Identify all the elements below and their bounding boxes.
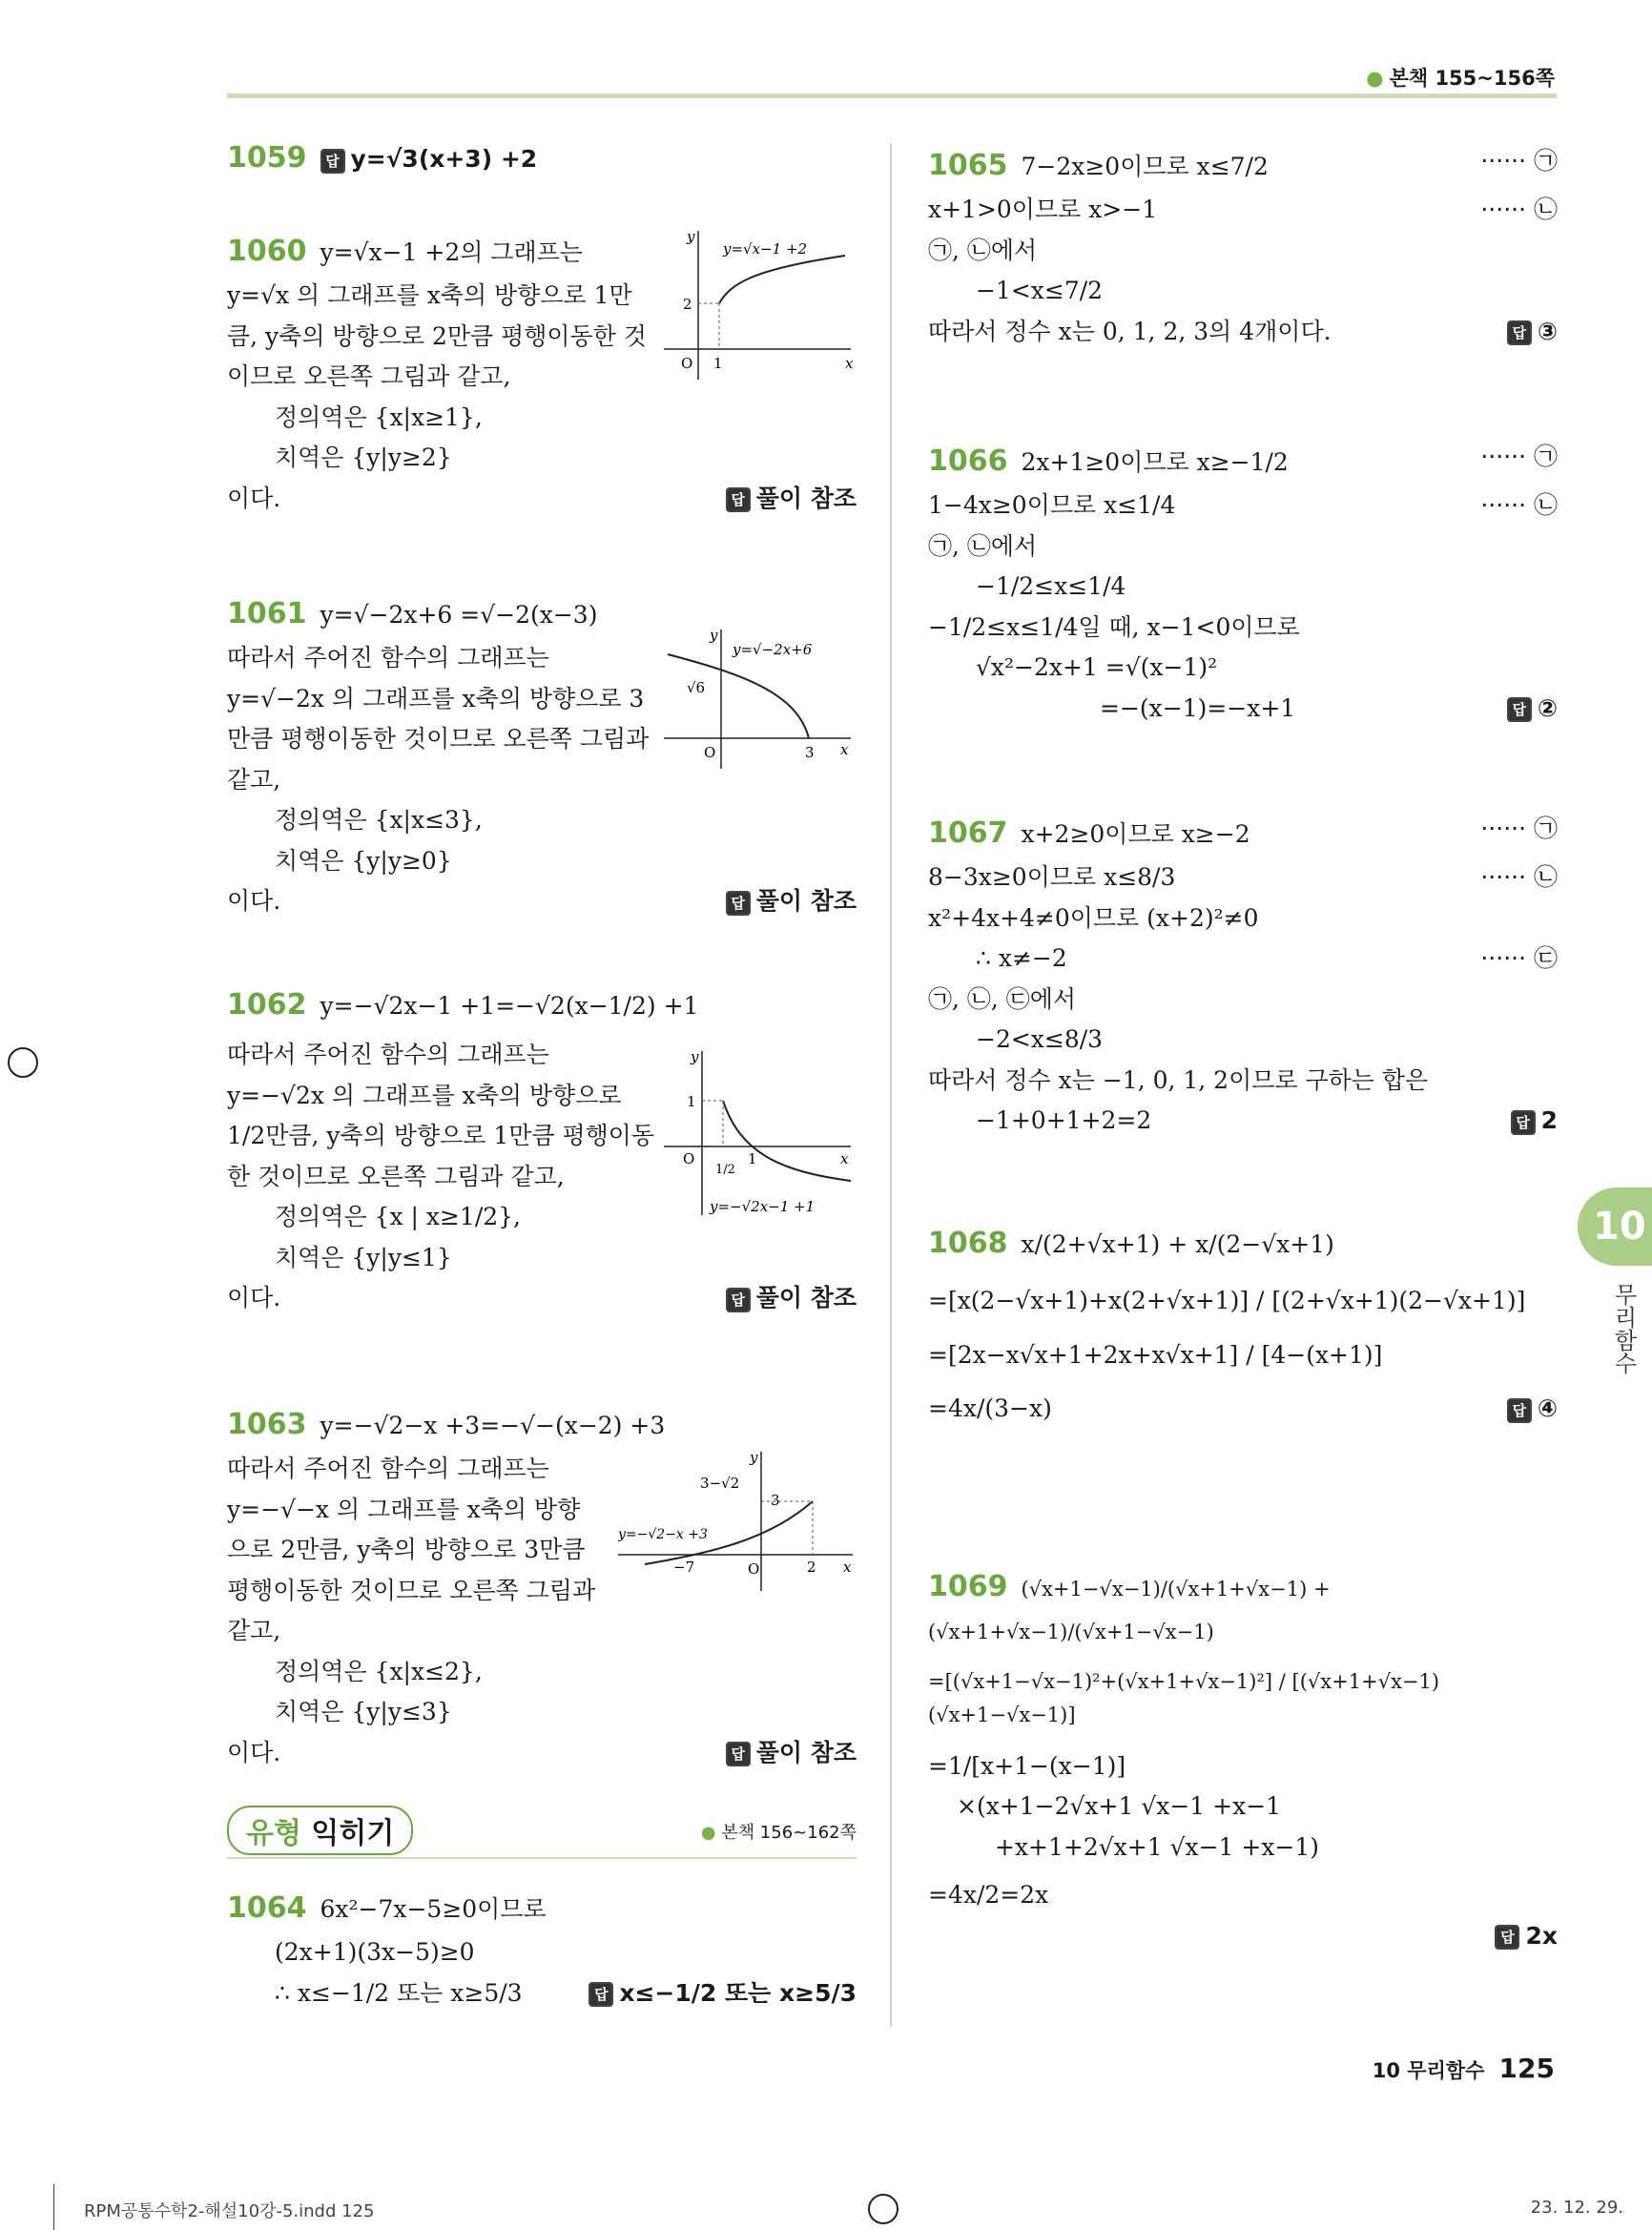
- registration-mark-icon: [868, 2194, 898, 2224]
- svg-text:1: 1: [687, 1093, 696, 1110]
- svg-text:y=−√2−x +3: y=−√2−x +3: [618, 1527, 708, 1542]
- answer: 답 ②: [1507, 689, 1558, 730]
- problem-1068: 1068 x/(2+√x+1) + x/(2−√x+1) =[x(2−√x+1)+x(2+√x+1)] / [(2+√x+1)(2−√x+1)] =[2x−x√x+1+2x+x√x+1] / [4−(x+1)] =4x/(3−x) 답 ④: [928, 1219, 1558, 1534]
- svg-text:O: O: [704, 744, 716, 761]
- column-divider: [890, 143, 892, 2027]
- graph-1063: [618, 1448, 857, 1600]
- problem-1069: 1069 (√x+1−√x−1)/(√x+1+√x−1) + (√x+1+√x−1)/(√x+1−√x−1) =[(√x+1−√x−1)²+(√x+1+√x−1)²] / [(√x+1+√x−1)(√x+1−√x−1)] =1/[x+1−(x−1)] ×(x+1−2√x+1 √x−1 +x−1 +x+1+2√x+1 √x−1 +x−1) =4x/2=2x 답 2x: [928, 1562, 1558, 1956]
- file-info: RPM공통수학2-해설10강-5.indd 125: [84, 2201, 375, 2221]
- registration-mark-icon: [8, 1047, 38, 1078]
- tick-x: 1: [713, 355, 723, 372]
- answer: 답 x≤−1/2 또는 x≥5/3: [589, 1973, 857, 2014]
- answer: 답 풀이 참조: [726, 881, 857, 922]
- answer: 답 2: [1511, 1101, 1558, 1142]
- page-footer: 10 무리함수 125: [1372, 2053, 1555, 2084]
- answer: 답 풀이 참조: [726, 1278, 857, 1319]
- svg-text:y=√−2x+6: y=√−2x+6: [733, 641, 813, 658]
- answer: 답 ④: [1507, 1389, 1558, 1430]
- answer: 답 풀이 참조: [726, 1733, 857, 1774]
- svg-text:3: 3: [805, 744, 815, 761]
- crop-mark: [53, 2184, 54, 2230]
- curve-label: y=√x−1 +2: [723, 240, 808, 258]
- svg-text:x: x: [840, 741, 849, 758]
- svg-text:O: O: [748, 1560, 760, 1578]
- problem-1060: 1060 y=√x−1 +2의 그래프는 y=√x 의 그래프를 x축의 방향으로 1만 큼, y축의 방향으로 2만큼 평행이동한 것 이므로 오른쪽 그림과 같고, 정의역은 {x|x≥1}, 치역은 {y|y≥2} 이다. 답 풀이 참조 y x O 1 2 y=√x−1 +2: [227, 227, 857, 570]
- problem-1064: 1064 6x²−7x−5≥0이므로 (2x+1)(3x−5)≥0 ∴ x≤−1/2 또는 x≥5/3 답 x≤−1/2 또는 x≥5/3: [227, 1884, 857, 2013]
- chapter-tab-label: 무리함수: [1610, 1283, 1637, 1374]
- graph-1060: [664, 227, 855, 380]
- print-date: 23. 12. 29.: [1530, 2198, 1623, 2218]
- answer: 답 풀이 참조: [726, 479, 857, 520]
- problem-1059: 1059 답 y=√3(x+3) +2: [227, 141, 538, 175]
- problem-1065: 1065 7−2x≥0이므로 x≤7/2 ······ ㉠ x+1>0이므로 x>−1 ······ ㉡ ㉠, ㉡에서 −1<x≤7/2 따라서 정수 x는 0, 1, 2, 3의 4개이다. 답 ③: [928, 141, 1558, 418]
- svg-text:3−√2: 3−√2: [700, 1475, 740, 1492]
- svg-text:x: x: [843, 1559, 852, 1576]
- svg-text:−7: −7: [673, 1559, 695, 1576]
- problem-1062: 1062 y=−√2x−1 +1=−√2(x−1/2) +1 따라서 주어진 함수의 그래프는 y=−√2x 의 그래프를 x축의 방향으로 1/2만큼, y축의 방향으로 1만큼 평행이동 한 것이므로 오른쪽 그림과 같고, 정의역은 {x | x≥1/2}, 치역은 {y|y≤1} 이다. 답 풀이 참조 y x O 1 1 1/2 y=−√2x−1 +1: [227, 981, 857, 1381]
- header-rule: [227, 93, 1557, 98]
- answer-icon: 답: [320, 149, 345, 174]
- header-reference: ● 본책 155~156쪽: [1366, 67, 1555, 90]
- graph-1062: [664, 1047, 855, 1219]
- svg-text:2: 2: [807, 1559, 816, 1576]
- answer: 답 2x: [928, 1916, 1558, 1957]
- answer: 답 ③: [1507, 312, 1558, 353]
- section-header: 유형 익히기 ● 본책 156~162쪽: [227, 1806, 857, 1859]
- right-column: [928, 141, 1558, 1956]
- svg-text:y: y: [691, 1048, 699, 1065]
- svg-text:y: y: [750, 1449, 758, 1466]
- svg-text:1/2: 1/2: [715, 1163, 735, 1177]
- problem-1063: 1063 y=−√2−x +3=−√−(x−2) +3 따라서 주어진 함수의 그래프는 y=−√−x 의 그래프를 x축의 방향 으로 2만큼, y축의 방향으로 3만큼 평행이동한 것이므로 오른쪽 그림과 같고, 정의역은 {x|x≤2}, 치역은 {y|y≤3} 이다. 답 풀이 참조 y x O −7 2 3 3−√2 y=−√2−x +3: [227, 1400, 857, 1782]
- svg-text:y: y: [687, 228, 695, 245]
- svg-text:√6: √6: [687, 679, 706, 696]
- problem-1066: 1066 2x+1≥0이므로 x≥−1/2 ······ ㉠ 1−4x≥0이므로 x≤1/4 ······ ㉡ ㉠, ㉡에서 −1/2≤x≤1/4 −1/2≤x≤1/4일 때, x−1<0이므로 √x²−2x+1 =√(x−1)² =−(x−1)=−x+1 답 ②: [928, 437, 1558, 790]
- svg-text:y: y: [710, 627, 718, 644]
- problem-1061: 1061 y=√−2x+6 =√−2(x−3) 따라서 주어진 함수의 그래프는 y=√−2x 의 그래프를 x축의 방향으로 3 만큼 평행이동한 것이므로 오른쪽 그림과 같고, 정의역은 {x|x≤3}, 치역은 {y|y≥0} 이다. 답 풀이 참조 y x O 3 √6 y=√−2x+6: [227, 589, 857, 952]
- section-ref: ● 본책 156~162쪽: [700, 1823, 857, 1843]
- svg-text:x: x: [845, 355, 854, 372]
- left-column: [227, 134, 857, 1782]
- problem-1067: 1067 x+2≥0이므로 x≥−2 ······ ㉠ 8−3x≥0이므로 x≤8/3 ······ ㉡ x²+4x+4≠0이므로 (x+2)²≠0 ∴ x≠−2 ······ ㉢ ㉠, ㉡, ㉢에서 −2<x≤8/3 따라서 정수 x는 −1, 0, 1, 2이므로 구하는 합은 −1+0+1+2=2 답 2: [928, 809, 1558, 1200]
- graph-1061: [664, 626, 855, 778]
- svg-text:y=−√2x−1 +1: y=−√2x−1 +1: [710, 1198, 816, 1215]
- svg-text:x: x: [840, 1150, 849, 1167]
- svg-text:1: 1: [748, 1150, 757, 1167]
- svg-text:3: 3: [771, 1492, 780, 1509]
- svg-text:O: O: [683, 1150, 695, 1167]
- chapter-tab[interactable]: 10: [1578, 1187, 1652, 1266]
- svg-text:O: O: [681, 355, 693, 372]
- tick-y: 2: [683, 296, 692, 313]
